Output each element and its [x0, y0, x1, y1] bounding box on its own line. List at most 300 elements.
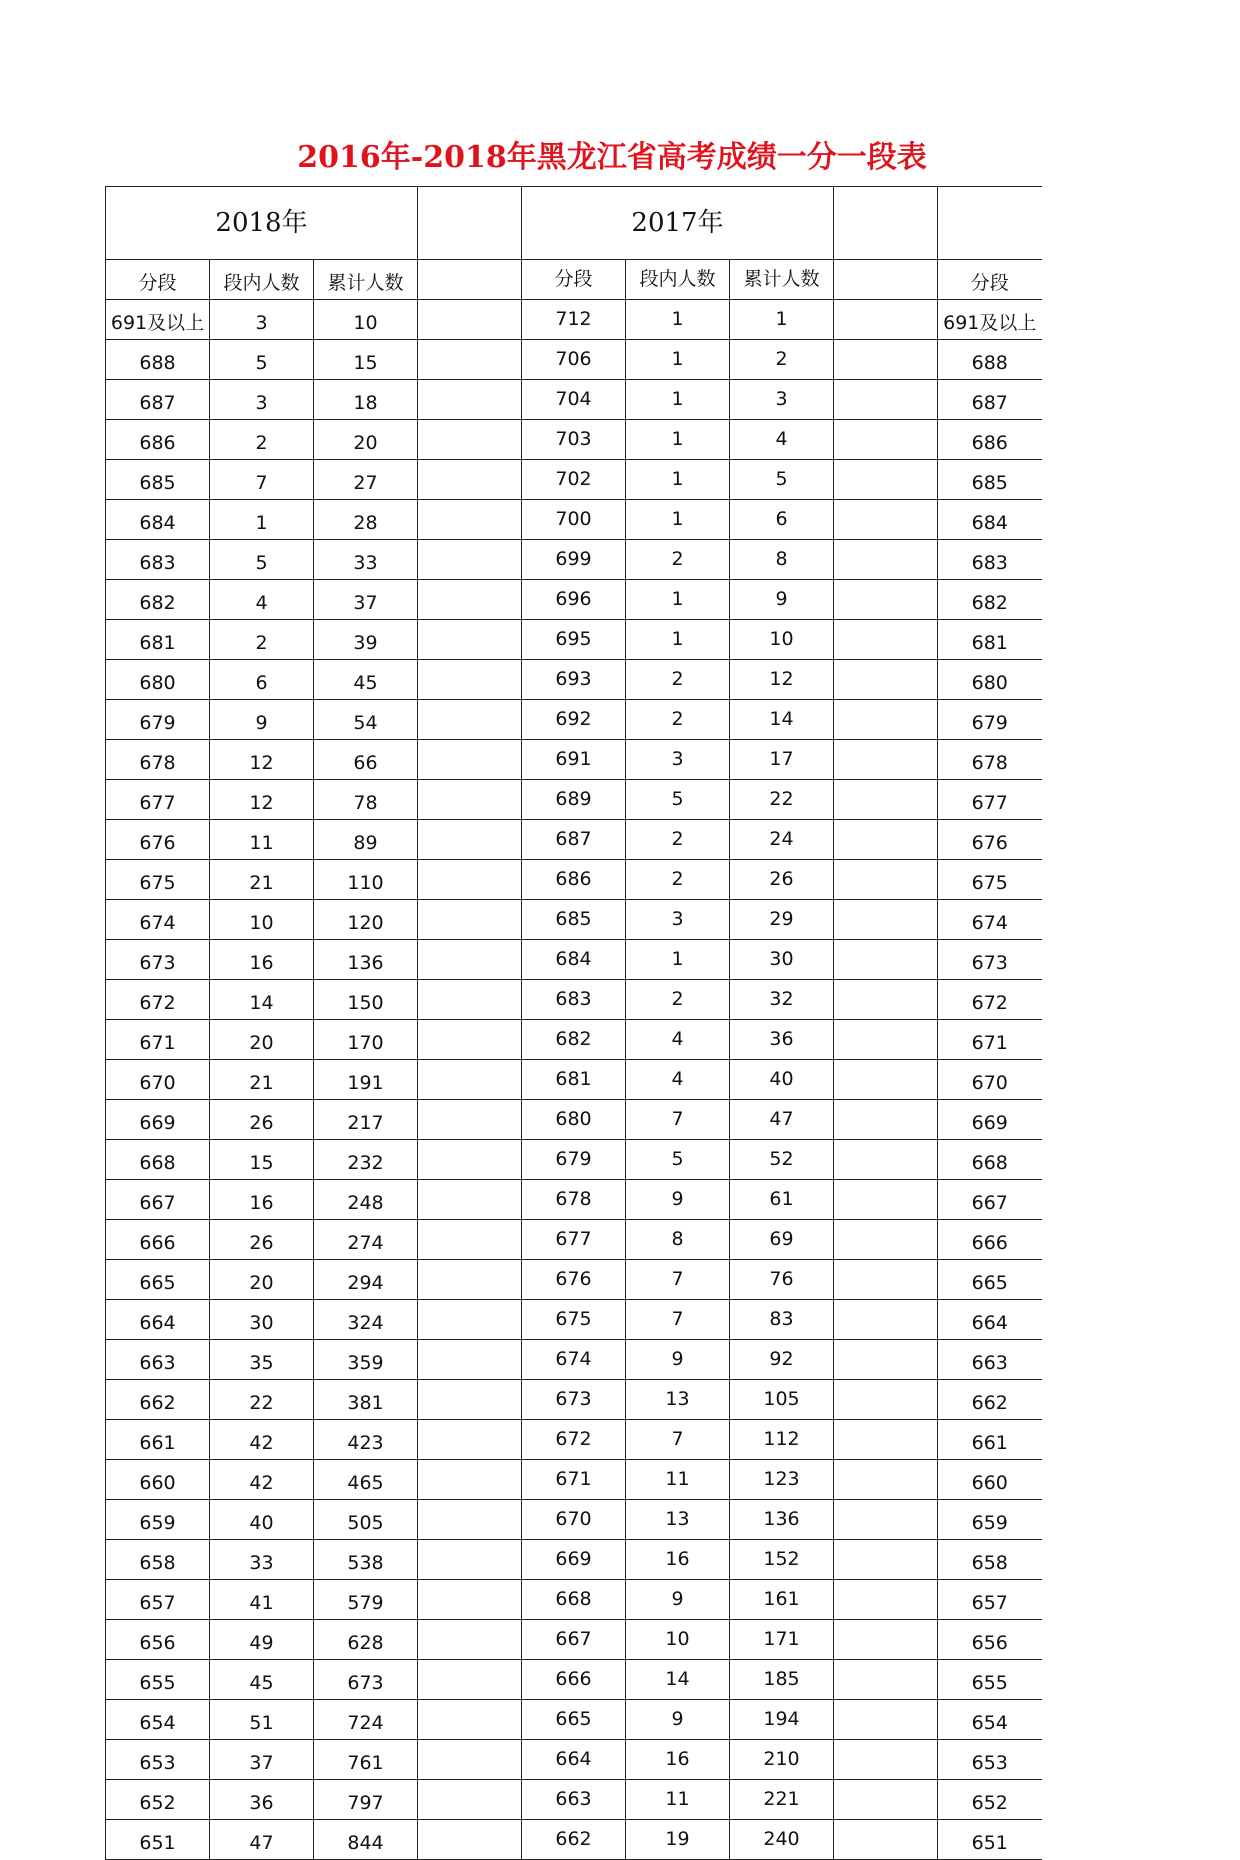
count-2018: 5: [210, 340, 314, 380]
score-2017: 704: [522, 380, 626, 420]
count-2017: 1: [626, 500, 730, 540]
score-2017: 680: [522, 1100, 626, 1140]
table-row: [106, 1060, 1042, 1100]
score-2017: 689: [522, 780, 626, 820]
count-2017: 7: [626, 1300, 730, 1340]
score-2018: 683: [106, 540, 210, 580]
table-row: [106, 1260, 1042, 1300]
spacer-cell: [418, 1220, 522, 1260]
count-2018: 26: [210, 1100, 314, 1140]
spacer-cell: [834, 980, 938, 1020]
spacer-cell: [834, 1420, 938, 1460]
score-2018: 657: [106, 1580, 210, 1620]
spacer-cell: [418, 340, 522, 380]
score-2018: 664: [106, 1300, 210, 1340]
table-row: [106, 1220, 1042, 1260]
spacer-cell: [418, 460, 522, 500]
count-2017: 8: [626, 1220, 730, 1260]
cumulative-2018: 39: [314, 620, 418, 660]
score-2016: 670: [938, 1060, 1042, 1100]
cumulative-2018: 20: [314, 420, 418, 460]
spacer-cell: [834, 1740, 938, 1780]
spacer-cell: [418, 1540, 522, 1580]
spacer-cell: [418, 1060, 522, 1100]
year-2016-header: [938, 187, 1042, 260]
score-2018: 687: [106, 380, 210, 420]
score-2016: 680: [938, 660, 1042, 700]
spacer-cell: [418, 380, 522, 420]
score-2018: 674: [106, 900, 210, 940]
count-2017: 1: [626, 620, 730, 660]
cumulative-2017: 210: [730, 1740, 834, 1780]
score-2016: 656: [938, 1620, 1042, 1660]
cumulative-2017: 5: [730, 460, 834, 500]
spacer-cell: [418, 1580, 522, 1620]
spacer-cell: [418, 860, 522, 900]
score-2017: 686: [522, 860, 626, 900]
score-2017: 703: [522, 420, 626, 460]
count-2018: 14: [210, 980, 314, 1020]
score-2017: 678: [522, 1180, 626, 1220]
spacer-cell: [834, 620, 938, 660]
score-distribution-table: [105, 186, 1042, 1860]
cumulative-2018: 54: [314, 700, 418, 740]
score-2017: 706: [522, 340, 626, 380]
year-header-row: [106, 187, 1042, 260]
cumulative-2017: 6: [730, 500, 834, 540]
count-2017: 9: [626, 1340, 730, 1380]
count-2018: 21: [210, 1060, 314, 1100]
score-2016: 688: [938, 340, 1042, 380]
cumulative-2018: 170: [314, 1020, 418, 1060]
count-2017: 1: [626, 300, 730, 340]
cumulative-2018: 10: [314, 300, 418, 340]
score-2018: 685: [106, 460, 210, 500]
count-2017: 1: [626, 940, 730, 980]
count-2017: 9: [626, 1700, 730, 1740]
count-2018: 21: [210, 860, 314, 900]
count-2018: 37: [210, 1740, 314, 1780]
spacer-cell: [834, 1460, 938, 1500]
table-row: [106, 1820, 1042, 1860]
count-2018: 22: [210, 1380, 314, 1420]
score-2017: 675: [522, 1300, 626, 1340]
count-2017: 2: [626, 980, 730, 1020]
count-2018: 1: [210, 500, 314, 540]
cumulative-2017: 22: [730, 780, 834, 820]
cumulative-2018: 324: [314, 1300, 418, 1340]
count-2018: 6: [210, 660, 314, 700]
spacer-cell: [834, 660, 938, 700]
spacer-cell: [834, 1580, 938, 1620]
score-2016: 666: [938, 1220, 1042, 1260]
count-2017: 1: [626, 380, 730, 420]
score-2017: 692: [522, 700, 626, 740]
count-2017: 3: [626, 900, 730, 940]
spacer-cell: [834, 1540, 938, 1580]
count-2018: 51: [210, 1700, 314, 1740]
score-2018: 681: [106, 620, 210, 660]
cumulative-2018: 505: [314, 1500, 418, 1540]
score-2016: 668: [938, 1140, 1042, 1180]
score-2018: 666: [106, 1220, 210, 1260]
score-2016: 678: [938, 740, 1042, 780]
spacer-cell: [834, 1820, 938, 1860]
count-2017: 9: [626, 1180, 730, 1220]
count-2018: 16: [210, 1180, 314, 1220]
spacer-cell: [418, 1260, 522, 1300]
score-2018: 660: [106, 1460, 210, 1500]
cumulative-2018: 33: [314, 540, 418, 580]
spacer-cell: [834, 700, 938, 740]
count-2017: 1: [626, 580, 730, 620]
col-header-2016-score: 分段: [938, 260, 1042, 300]
count-2017: 2: [626, 700, 730, 740]
score-2016: 659: [938, 1500, 1042, 1540]
table-row: [106, 1740, 1042, 1780]
count-2017: 2: [626, 860, 730, 900]
score-2016: 655: [938, 1660, 1042, 1700]
table-row: [106, 700, 1042, 740]
table-row: [106, 1380, 1042, 1420]
spacer-cell: [834, 1220, 938, 1260]
count-2018: 35: [210, 1340, 314, 1380]
count-2017: 2: [626, 820, 730, 860]
spacer-cell: [418, 900, 522, 940]
spacer-cell: [834, 380, 938, 420]
count-2018: 2: [210, 620, 314, 660]
spacer-cell: [834, 780, 938, 820]
spacer-cell: [418, 580, 522, 620]
table-row: [106, 340, 1042, 380]
count-2017: 14: [626, 1660, 730, 1700]
count-2018: 33: [210, 1540, 314, 1580]
cumulative-2018: 423: [314, 1420, 418, 1460]
cumulative-2017: 24: [730, 820, 834, 860]
score-2016: 661: [938, 1420, 1042, 1460]
score-2017: 685: [522, 900, 626, 940]
score-2017: 677: [522, 1220, 626, 1260]
table-row: [106, 540, 1042, 580]
cumulative-2018: 844: [314, 1820, 418, 1860]
cumulative-2018: 381: [314, 1380, 418, 1420]
score-2017: 662: [522, 1820, 626, 1860]
cumulative-2018: 120: [314, 900, 418, 940]
table-row: [106, 900, 1042, 940]
spacer-cell: [418, 1180, 522, 1220]
score-2016: 671: [938, 1020, 1042, 1060]
cumulative-2017: 9: [730, 580, 834, 620]
spacer-cell: [834, 1180, 938, 1220]
table-row: [106, 940, 1042, 980]
cumulative-2017: 83: [730, 1300, 834, 1340]
spacer-cell: [418, 1620, 522, 1660]
spacer-cell: [418, 1420, 522, 1460]
cumulative-2017: 123: [730, 1460, 834, 1500]
count-2017: 19: [626, 1820, 730, 1860]
spacer-cell: [418, 260, 522, 300]
cumulative-2018: 248: [314, 1180, 418, 1220]
table-row: [106, 860, 1042, 900]
count-2017: 11: [626, 1780, 730, 1820]
table-row: [106, 1500, 1042, 1540]
spacer-cell: [418, 1700, 522, 1740]
score-2018: 662: [106, 1380, 210, 1420]
cumulative-2017: 40: [730, 1060, 834, 1100]
score-2018: 667: [106, 1180, 210, 1220]
count-2018: 2: [210, 420, 314, 460]
count-2018: 20: [210, 1260, 314, 1300]
score-2016: 667: [938, 1180, 1042, 1220]
cumulative-2018: 150: [314, 980, 418, 1020]
spacer-cell: [418, 780, 522, 820]
count-2017: 2: [626, 540, 730, 580]
count-2018: 26: [210, 1220, 314, 1260]
score-2017: 693: [522, 660, 626, 700]
col-header-2018-score: 分段: [106, 260, 210, 300]
table-row: [106, 1700, 1042, 1740]
cumulative-2018: 724: [314, 1700, 418, 1740]
cumulative-2017: 1: [730, 300, 834, 340]
count-2018: 20: [210, 1020, 314, 1060]
count-2018: 16: [210, 940, 314, 980]
score-2018: 670: [106, 1060, 210, 1100]
score-2016: 685: [938, 460, 1042, 500]
spacer-cell: [834, 820, 938, 860]
score-2018: 653: [106, 1740, 210, 1780]
count-2018: 42: [210, 1420, 314, 1460]
count-2017: 16: [626, 1540, 730, 1580]
score-2016: 672: [938, 980, 1042, 1020]
table-row: [106, 1620, 1042, 1660]
table-row: [106, 820, 1042, 860]
count-2017: 7: [626, 1260, 730, 1300]
spacer-cell: [834, 340, 938, 380]
score-2018: 652: [106, 1780, 210, 1820]
score-2016: 686: [938, 420, 1042, 460]
count-2018: 12: [210, 740, 314, 780]
score-2017: 681: [522, 1060, 626, 1100]
cumulative-2017: 2: [730, 340, 834, 380]
score-2016: 663: [938, 1340, 1042, 1380]
cumulative-2018: 27: [314, 460, 418, 500]
spacer-cell: [418, 420, 522, 460]
cumulative-2018: 110: [314, 860, 418, 900]
spacer-cell: [834, 1620, 938, 1660]
cumulative-2018: 37: [314, 580, 418, 620]
score-2016: 664: [938, 1300, 1042, 1340]
score-2017: 676: [522, 1260, 626, 1300]
cumulative-2017: 30: [730, 940, 834, 980]
table-row: [106, 1180, 1042, 1220]
count-2017: 7: [626, 1420, 730, 1460]
table-row: [106, 1540, 1042, 1580]
count-2017: 5: [626, 1140, 730, 1180]
table-row: [106, 1420, 1042, 1460]
cumulative-2018: 274: [314, 1220, 418, 1260]
score-2018: 672: [106, 980, 210, 1020]
score-2017: 670: [522, 1500, 626, 1540]
score-2016: 660: [938, 1460, 1042, 1500]
score-2018: 682: [106, 580, 210, 620]
cumulative-2018: 45: [314, 660, 418, 700]
table-row: [106, 1460, 1042, 1500]
spacer-cell: [418, 660, 522, 700]
score-2017: 667: [522, 1620, 626, 1660]
cumulative-2018: 28: [314, 500, 418, 540]
table-row: [106, 740, 1042, 780]
count-2017: 9: [626, 1580, 730, 1620]
spacer-cell: [418, 700, 522, 740]
score-2016: 662: [938, 1380, 1042, 1420]
count-2018: 30: [210, 1300, 314, 1340]
count-2017: 3: [626, 740, 730, 780]
cumulative-2018: 359: [314, 1340, 418, 1380]
count-2017: 10: [626, 1620, 730, 1660]
score-2017: 684: [522, 940, 626, 980]
spacer-cell: [834, 1260, 938, 1300]
score-2017: 695: [522, 620, 626, 660]
cumulative-2017: 32: [730, 980, 834, 1020]
spacer-cell: [418, 1140, 522, 1180]
cumulative-2018: 538: [314, 1540, 418, 1580]
score-2016: 679: [938, 700, 1042, 740]
cumulative-2017: 12: [730, 660, 834, 700]
score-2016: 654: [938, 1700, 1042, 1740]
cumulative-2018: 797: [314, 1780, 418, 1820]
score-2016: 691及以上: [938, 300, 1042, 340]
score-2016: 681: [938, 620, 1042, 660]
score-2017: 664: [522, 1740, 626, 1780]
score-2018: 684: [106, 500, 210, 540]
score-2017: 666: [522, 1660, 626, 1700]
cumulative-2018: 18: [314, 380, 418, 420]
count-2018: 42: [210, 1460, 314, 1500]
col-header-2017-score: 分段: [522, 260, 626, 300]
cumulative-2018: 15: [314, 340, 418, 380]
spacer-cell: [834, 1100, 938, 1140]
spacer-cell: [418, 1460, 522, 1500]
score-2018: 688: [106, 340, 210, 380]
col-header-2018-cumulative: 累计人数: [314, 260, 418, 300]
count-2018: 49: [210, 1620, 314, 1660]
spacer-cell: [834, 1380, 938, 1420]
score-2017: 665: [522, 1700, 626, 1740]
cumulative-2018: 136: [314, 940, 418, 980]
table-row: [106, 460, 1042, 500]
score-2016: 657: [938, 1580, 1042, 1620]
score-2017: 691: [522, 740, 626, 780]
score-2016: 677: [938, 780, 1042, 820]
count-2017: 4: [626, 1020, 730, 1060]
spacer-cell: [834, 1660, 938, 1700]
spacer-cell: [834, 187, 938, 260]
cumulative-2017: 76: [730, 1260, 834, 1300]
spacer-cell: [834, 260, 938, 300]
spacer-cell: [834, 740, 938, 780]
score-2017: 712: [522, 300, 626, 340]
table-row: [106, 300, 1042, 340]
count-2018: 47: [210, 1820, 314, 1860]
spacer-cell: [418, 980, 522, 1020]
spacer-cell: [834, 540, 938, 580]
spacer-cell: [834, 300, 938, 340]
count-2018: 3: [210, 380, 314, 420]
table-row: [106, 580, 1042, 620]
score-2018: 659: [106, 1500, 210, 1540]
cumulative-2017: 105: [730, 1380, 834, 1420]
count-2017: 13: [626, 1500, 730, 1540]
spacer-cell: [418, 940, 522, 980]
spacer-cell: [418, 1100, 522, 1140]
count-2017: 7: [626, 1100, 730, 1140]
cumulative-2017: 17: [730, 740, 834, 780]
cumulative-2017: 52: [730, 1140, 834, 1180]
score-2018: 675: [106, 860, 210, 900]
spacer-cell: [834, 1700, 938, 1740]
score-2017: 673: [522, 1380, 626, 1420]
score-2016: 669: [938, 1100, 1042, 1140]
score-2017: 679: [522, 1140, 626, 1180]
score-2018: 680: [106, 660, 210, 700]
cumulative-2017: 112: [730, 1420, 834, 1460]
spacer-cell: [418, 1660, 522, 1700]
score-2018: 651: [106, 1820, 210, 1860]
spacer-cell: [834, 420, 938, 460]
cumulative-2017: 61: [730, 1180, 834, 1220]
year-2018-header: 2018年: [106, 187, 418, 260]
page-title: 2016年-2018年黑龙江省高考成绩一分一段表: [297, 140, 927, 175]
spacer-cell: [418, 1740, 522, 1780]
cumulative-2017: 36: [730, 1020, 834, 1060]
spacer-cell: [834, 1140, 938, 1180]
cumulative-2017: 185: [730, 1660, 834, 1700]
spacer-cell: [834, 580, 938, 620]
count-2017: 4: [626, 1060, 730, 1100]
col-header-2017-cumulative: 累计人数: [730, 260, 834, 300]
column-header-row: [106, 260, 1042, 300]
cumulative-2018: 761: [314, 1740, 418, 1780]
table-row: [106, 1780, 1042, 1820]
count-2018: 40: [210, 1500, 314, 1540]
table-row: [106, 1300, 1042, 1340]
score-2017: 683: [522, 980, 626, 1020]
count-2018: 11: [210, 820, 314, 860]
score-2016: 652: [938, 1780, 1042, 1820]
spacer-cell: [418, 740, 522, 780]
table-row: [106, 660, 1042, 700]
score-2016: 653: [938, 1740, 1042, 1780]
cumulative-2017: 194: [730, 1700, 834, 1740]
spacer-cell: [418, 1500, 522, 1540]
score-2017: 674: [522, 1340, 626, 1380]
spacer-cell: [834, 500, 938, 540]
table-row: [106, 1580, 1042, 1620]
score-2018: 668: [106, 1140, 210, 1180]
count-2018: 36: [210, 1780, 314, 1820]
cumulative-2017: 92: [730, 1340, 834, 1380]
count-2018: 45: [210, 1660, 314, 1700]
score-2017: 699: [522, 540, 626, 580]
score-2018: 656: [106, 1620, 210, 1660]
score-2018: 669: [106, 1100, 210, 1140]
cumulative-2017: 47: [730, 1100, 834, 1140]
cumulative-2017: 3: [730, 380, 834, 420]
score-2017: 696: [522, 580, 626, 620]
score-2016: 676: [938, 820, 1042, 860]
spacer-cell: [834, 1020, 938, 1060]
count-2017: 11: [626, 1460, 730, 1500]
